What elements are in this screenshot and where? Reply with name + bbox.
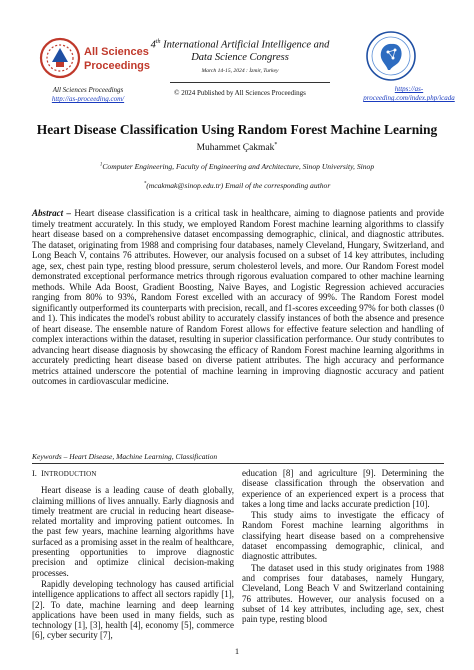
logo-text-bottom: Proceedings — [84, 60, 151, 72]
right-proceedings-url[interactable]: https://as- proceeding.com/index.php/icada — [363, 85, 455, 102]
intro-paragraph: The dataset used in this study originates from 1988 and comprises four databases, namely Hungary, Cleveland, Long Beach V and Switzerland containing 76 attributes. However, our analysis focused on a subset of 14 key attributes, including age, sex, chest pain type, resting blood — [242, 562, 444, 625]
copyright-notice: © 2024 Published by All Sciences Proceedings — [174, 89, 306, 97]
header-divider — [170, 82, 330, 83]
right-column — [242, 468, 444, 624]
left-publisher-name: All Sciences Proceedings — [52, 86, 124, 94]
congress-title: 4th International Artificial Intelligence and Data Science Congress March 14-15, 2024 : İzmir, Turkey — [150, 39, 330, 74]
corresponding-email-line: *(mcakmak@sinop.edu.tr) Email of the corresponding author — [143, 181, 331, 190]
icada-logo — [362, 30, 420, 82]
proceedings-emblem-icon — [38, 32, 151, 84]
section-heading-introduction: I. INTRODUCTION — [32, 469, 97, 478]
keywords-line: Keywords – Heart Disease, Machine Learning, Classification — [32, 452, 218, 461]
left-publisher-url[interactable]: http://as-proceeding.com/ — [51, 95, 125, 103]
all-sciences-proceedings-logo — [38, 32, 151, 84]
page-number: 1 — [234, 646, 240, 656]
paper-title: Heart Disease Classification Using Random Forest Machine Learning — [36, 122, 438, 137]
brain-circuit-icon — [362, 30, 420, 82]
abstract-label: Abstract – — [32, 208, 72, 218]
abstract-text: Heart disease classification is a critical task in healthcare, aiming to diagnose patients and provide timely treatment accurately. In this study, we employed Random Forest machine learning algorithms to classify heart disease based on a comprehensive dataset encompassing demographic, clinical, and diagnostic attributes. The dataset, originating from 1988 and comprising four databases, namely Cleveland, Hungary, Switzerland, and Long Beach V, contains 76 attributes. However, our analysis focused on a subset of 14 key attributes, including age, sex, chest pain type, resting blood pressure, serum cholesterol levels, and more. Our Random Forest model demonstrated exceptional performance metrics through rigorous evaluation compared to other machine learning methods. While Ada Boost, Gradient Boosting, Naive Bayes, and Logistic Regression achieved accuracies ranging from 80% to 93%, Random Forest excelled with an accuracy of 99%. The Random Forest model significantly outperformed its counterparts with precision, recall, and f1-scores exceeding 97% for both classes (0 and 1). This indicates the model's robust ability to accurately classify instances of both the absence and presence of heart disease. The ensemble nature of Random Forest allows for effective feature selection and handling of complex interactions within the dataset, resulting in superior classification performance. Our study contributes to advancing heart disease diagnosis by showcasing the efficacy of Random Forest machine learning algorithms in accurately predicting heart disease based on diverse patient attributes. The high accuracy and performance metrics attained underscore the potential of machine learning in improving diagnostic accuracy and patient outcomes in cardiovascular medicine. — [32, 208, 445, 386]
congress-date: March 14-15, 2024 : İzmir, Turkey — [201, 67, 279, 74]
left-publisher-block — [12, 86, 164, 104]
journal-header — [0, 0, 474, 108]
intro-paragraph: This study aims to investigate the efficacy of Random Forest machine learning algorithms in classifying heart disease based on a comprehensive dataset encompassing demographic, clinical, and diagnostic attributes. — [242, 510, 444, 562]
logo-text-top: All Sciences — [84, 46, 149, 58]
intro-paragraph: education [8] and agriculture [9]. Determining the disease classification through the observation and experience of an experienced expert is a process that takes a long time and lacks accurate prediction [10]. — [242, 468, 444, 509]
intro-paragraph: Rapidly developing technology has caused artificial intelligence applications to affect all sectors rapidly [1], [2]. To date, machine learning and deep learning applications have been used in many fields, such as technology [1], [3], health [4], economy [5], commerce [6], cyber security [7], — [32, 578, 234, 641]
abstract-divider — [32, 463, 444, 464]
left-column — [32, 468, 234, 641]
affiliation-line: $^1$Computer Engineering, Faculty of Engineering and Architecture, Sinop University, Sinop — [99, 162, 375, 171]
author-line: Muhammet Çakmak* — [196, 142, 278, 154]
abstract — [32, 208, 444, 387]
intro-paragraph: Heart disease is a leading cause of death globally, claiming millions of lives annually. Early diagnosis and timely treatment are crucial in reducing heart disease-related mortality and improving patient outcomes. In the past few years, machine learning algorithms have surfaced as a promising asset in the realm of healthcare, presenting opportunities to improve diagnostic precision and optimize clinical decision-making processes. — [32, 485, 234, 578]
